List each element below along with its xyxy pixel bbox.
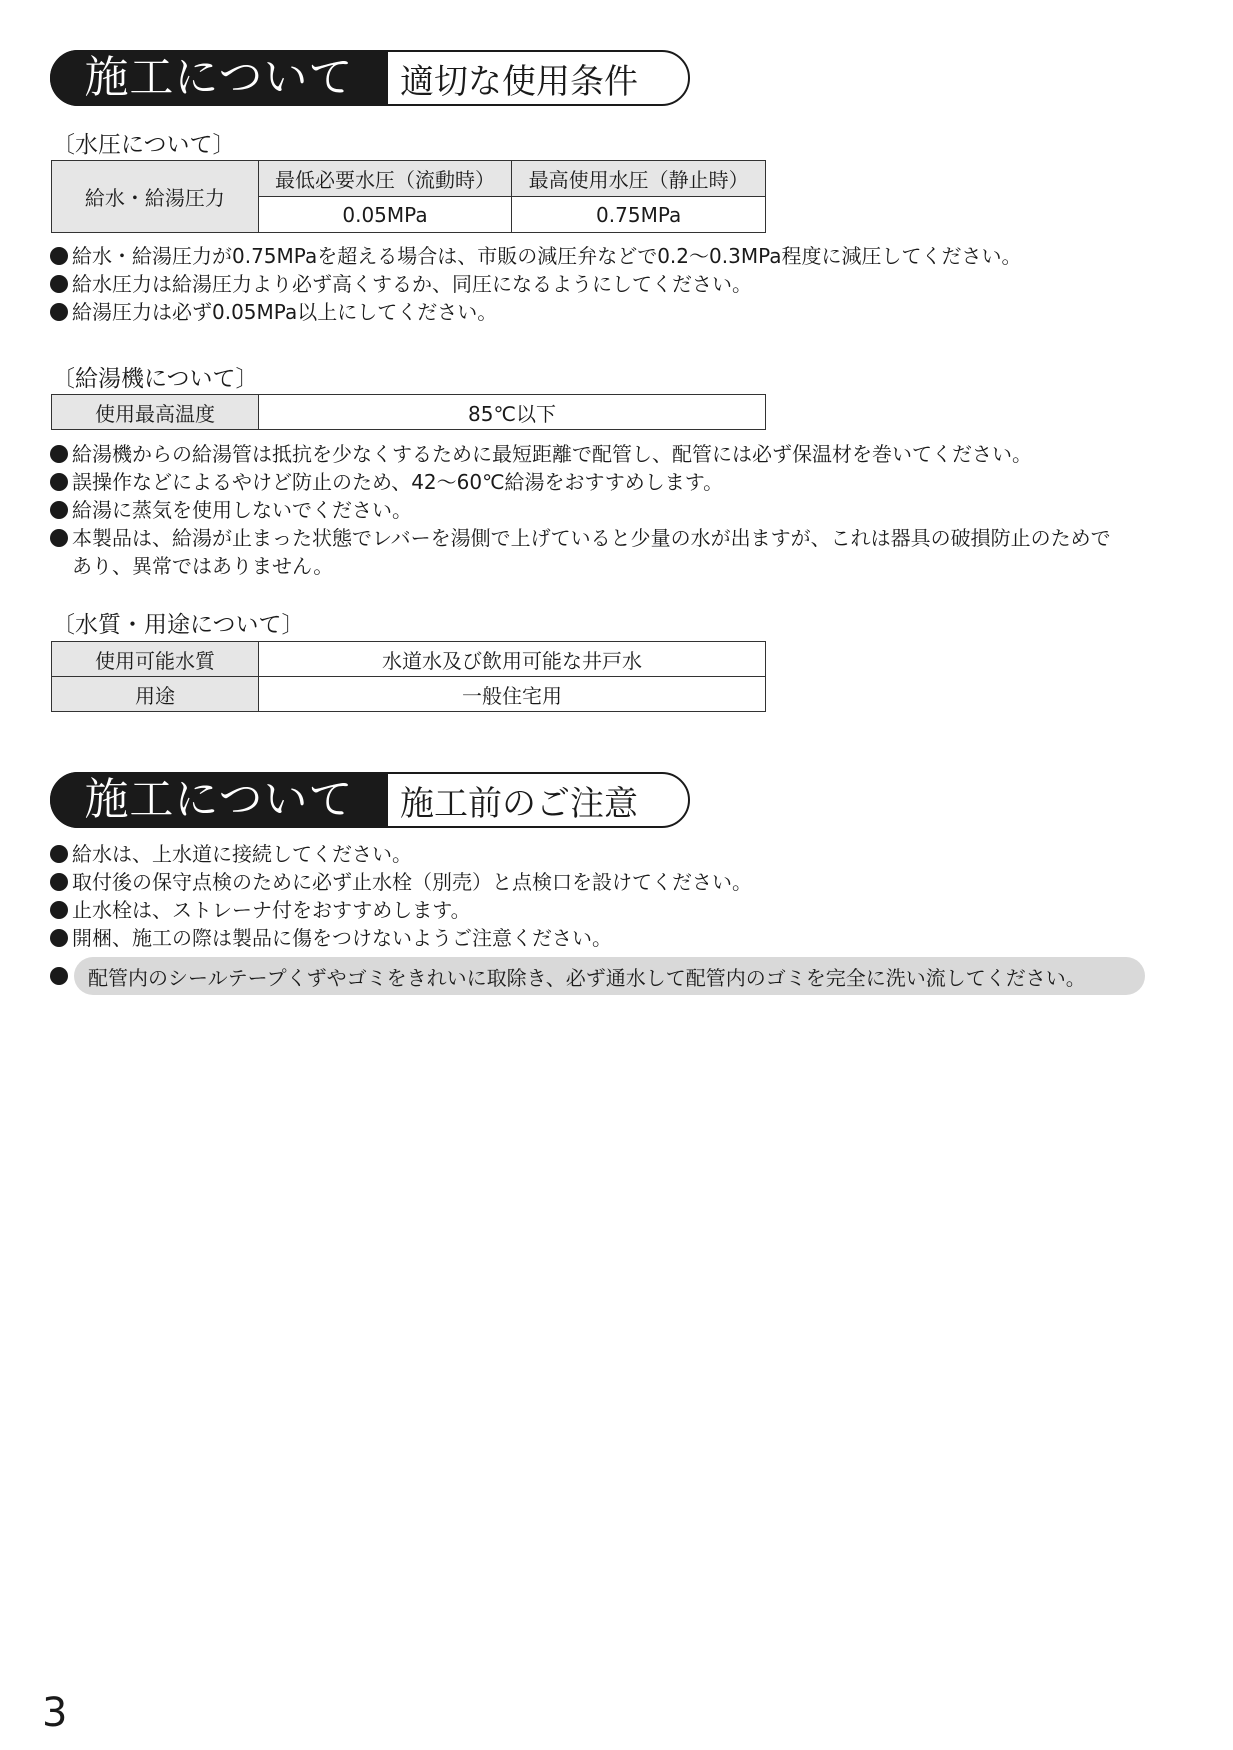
list-item: 給湯に蒸気を使用しないでください。 [50,496,1130,524]
list-item: 誤操作などによるやけど防止のため、42～60℃給湯をおすすめします。 [50,468,1130,496]
list-item: 本製品は、給湯が止まった状態でレバーを湯側で上げていると少量の水が出ますが、これは器具の破損防止のためであり、異常ではありません。 [50,524,1130,580]
section-title: 施工について [84,774,354,825]
section-header-precautions [50,772,690,828]
quality-label: 使用可能水質 [52,642,259,677]
pressure-row-label: 給水・給湯圧力 [52,161,259,233]
header-pill-dark [50,772,388,828]
section-header-conditions [50,50,690,106]
list-item: 給湯機からの給湯管は抵抗を少なくするために最短距離で配管し、配管には必ず保温材を巻いてください。 [50,440,1130,468]
max-temp-label: 使用最高温度 [52,395,259,430]
bullet-icon [50,929,68,947]
usage-value: 一般住宅用 [259,677,766,712]
bullet-icon [50,303,68,321]
highlight-note-row [50,957,1145,995]
list-item: 給湯圧力は必ず0.05MPa以上にしてください。 [50,298,1170,326]
bullet-icon [50,445,68,463]
section-subtitle: 施工前のご注意 [400,783,638,824]
bullet-icon [50,873,68,891]
water-quality-heading: 〔水質・用途について〕 [52,612,305,638]
water-pressure-heading: 〔水圧について〕 [52,132,236,158]
section-title: 施工について [84,52,354,103]
list-item: 取付後の保守点検のために必ず止水栓（別売）と点検口を設けてください。 [50,868,1130,896]
precaution-notes [50,840,1130,952]
max-pressure-value: 0.75MPa [512,197,766,233]
bullet-icon [50,529,68,547]
bullet-icon [50,501,68,519]
section-subtitle: 適切な使用条件 [400,61,638,102]
max-temp-value: 85℃以下 [259,395,766,430]
highlight-note: 配管内のシールテープくずやゴミをきれいに取除き、必ず通水して配管内のゴミを完全に洗い流してください。 [74,957,1145,995]
page-number: 3 [42,1690,68,1736]
bullet-icon [50,275,68,293]
header-pill-dark [50,50,388,106]
quality-value: 水道水及び飲用可能な井戸水 [259,642,766,677]
bullet-icon [50,967,68,985]
water-heater-table [51,394,766,430]
min-pressure-header: 最低必要水圧（流動時） [258,161,512,197]
list-item: 止水栓は、ストレーナ付をおすすめします。 [50,896,1130,924]
min-pressure-value: 0.05MPa [258,197,512,233]
water-heater-notes [50,440,1130,580]
usage-label: 用途 [52,677,259,712]
list-item: 給水圧力は給湯圧力より必ず高くするか、同圧になるようにしてください。 [50,270,1170,298]
bullet-icon [50,901,68,919]
water-pressure-notes [50,242,1170,326]
list-item: 開梱、施工の際は製品に傷をつけないようご注意ください。 [50,924,1130,952]
bullet-icon [50,845,68,863]
bullet-icon [50,247,68,265]
bullet-icon [50,473,68,491]
list-item: 給水・給湯圧力が0.75MPaを超える場合は、市販の減圧弁などで0.2～0.3MPa程度に減圧してください。 [50,242,1170,270]
water-heater-heading: 〔給湯機について〕 [52,366,259,392]
water-quality-table [51,641,766,712]
water-pressure-table [51,160,766,233]
max-pressure-header: 最高使用水圧（静止時） [512,161,766,197]
list-item: 給水は、上水道に接続してください。 [50,840,1130,868]
